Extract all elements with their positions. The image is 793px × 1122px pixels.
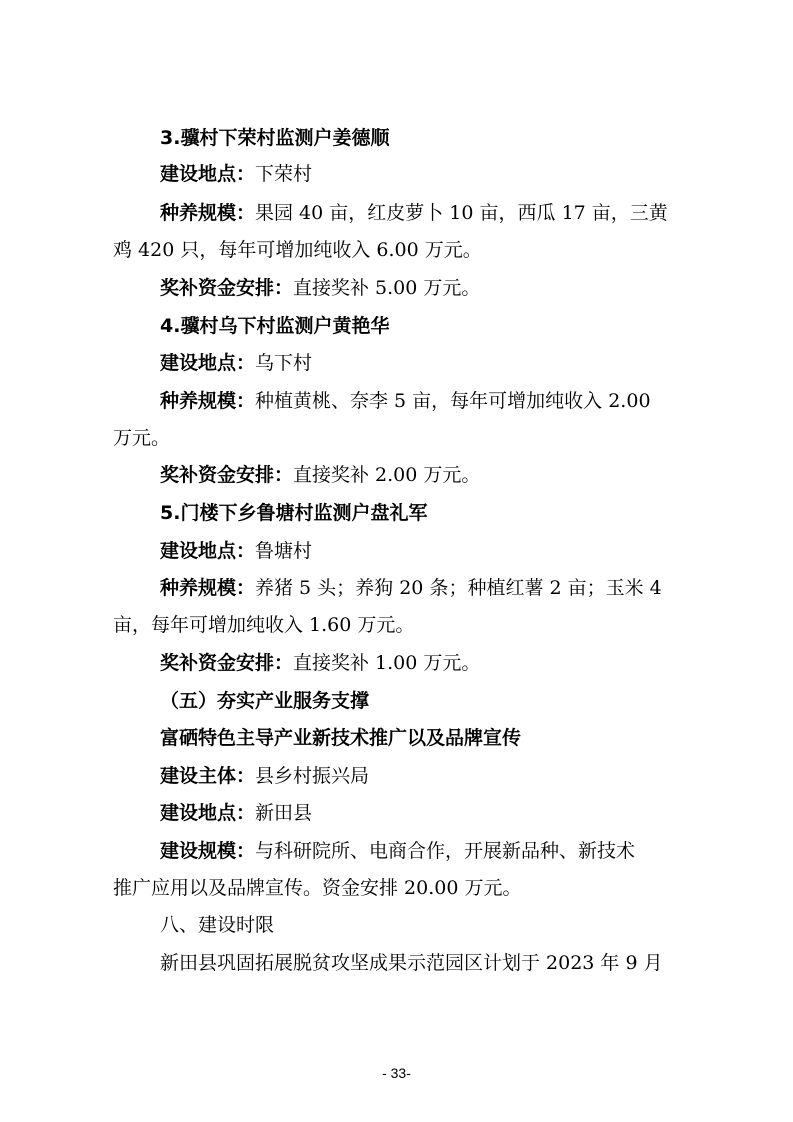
- site-label: 建设地点：: [160, 540, 256, 562]
- fund-value: 直接奖补 5.00 万元。: [293, 277, 481, 299]
- part8-paragraph: 新田县巩固拓展脱贫攻坚成果示范园区计划于 2023 年 9 月: [160, 952, 663, 974]
- site-line-5: [160, 539, 720, 563]
- part5-heading: （五）夯实产业服务支撑: [160, 690, 370, 712]
- part5-body-line: [160, 764, 720, 788]
- site-line-3: [160, 162, 720, 186]
- scale-line-3a: [160, 201, 720, 225]
- scale-value: 与科研院所、电商合作，开展新品种、新技术: [255, 840, 636, 862]
- site-value: 乌下村: [255, 352, 313, 374]
- fund-line-3: [160, 276, 720, 300]
- scale-line-3b: 鸡 420 只，每年可增加纯收入 6.00 万元。: [113, 239, 482, 261]
- scale-line-4b: 万元。: [113, 427, 171, 449]
- body-value: 县乡村振兴局: [255, 765, 370, 787]
- site-line-4: [160, 351, 720, 375]
- fund-value: 直接奖补 1.00 万元。: [293, 652, 481, 674]
- site-value: 鲁塘村: [255, 540, 313, 562]
- body-label: 建设主体：: [160, 765, 256, 787]
- scale-value: 果园 40 亩，红皮萝卜 10 亩，西瓜 17 亩，三黄: [255, 202, 668, 224]
- fund-label: 奖补资金安排：: [160, 652, 294, 674]
- scale-line-5a: [160, 576, 720, 600]
- section-heading-3: 3.骥村下荣村监测户姜德顺: [160, 127, 390, 149]
- scale-label: 种养规模：: [160, 390, 256, 412]
- scale-label: 种养规模：: [160, 202, 256, 224]
- part5-scale-line-a: [160, 839, 720, 863]
- page-number: - 33-: [382, 1065, 411, 1081]
- fund-line-4: [160, 463, 720, 487]
- scale-line-5b: 亩，每年可增加纯收入 1.60 万元。: [113, 614, 415, 636]
- part5-scale-line-b: 推广应用以及品牌宣传。资金安排 20.00 万元。: [113, 877, 522, 899]
- part5-site-line: [160, 801, 720, 825]
- scale-label: 建设规模：: [160, 840, 256, 862]
- fund-line-5: [160, 651, 720, 675]
- fund-label: 奖补资金安排：: [160, 464, 294, 486]
- scale-line-4a: [160, 389, 720, 413]
- part5-subheading: 富硒特色主导产业新技术推广以及品牌宣传: [160, 727, 522, 749]
- fund-value: 直接奖补 2.00 万元。: [293, 464, 481, 486]
- site-value: 下荣村: [255, 163, 313, 185]
- site-value: 新田县: [255, 802, 313, 824]
- site-label: 建设地点：: [160, 352, 256, 374]
- fund-label: 奖补资金安排：: [160, 277, 294, 299]
- scale-value: 养猪 5 头；养狗 20 条；种植红薯 2 亩；玉米 4: [255, 577, 662, 599]
- scale-value: 种植黄桃、奈李 5 亩，每年可增加纯收入 2.00: [255, 390, 651, 412]
- section-heading-5: 5.门楼下乡鲁塘村监测户盘礼军: [160, 502, 428, 524]
- site-label: 建设地点：: [160, 802, 256, 824]
- site-label: 建设地点：: [160, 163, 256, 185]
- scale-label: 种养规模：: [160, 577, 256, 599]
- part8-heading: 八、建设时限: [160, 914, 275, 936]
- section-heading-4: 4.骥村乌下村监测户黄艳华: [160, 315, 390, 337]
